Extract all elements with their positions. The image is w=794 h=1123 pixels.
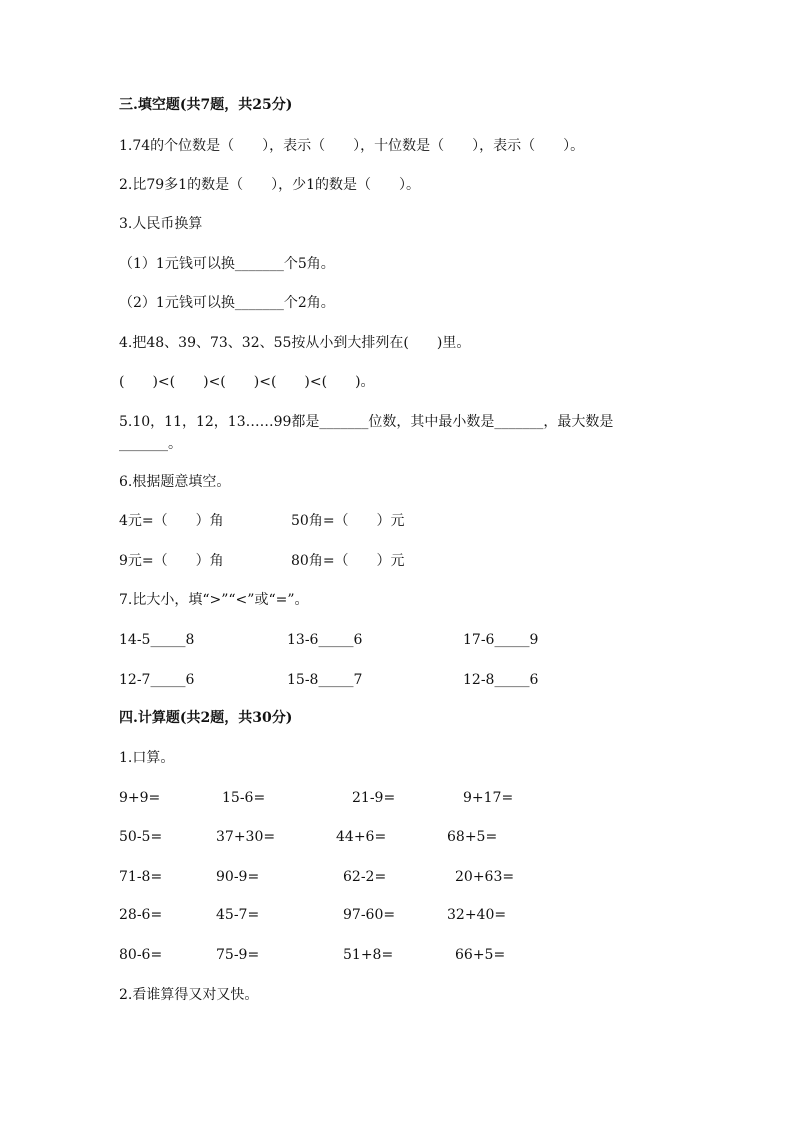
calc-item: 32+40= xyxy=(447,907,507,923)
calc-item: 90-9= xyxy=(216,869,260,885)
question-6-item: 4元=（ ）角 xyxy=(119,513,224,529)
calc-item: 71-8= xyxy=(119,869,163,885)
question-4-blanks: ( )<( )<( )<( )<( )。 xyxy=(119,374,375,390)
calc-item: 51+8= xyxy=(343,947,394,963)
calc-question-1: 1.口算。 xyxy=(119,750,175,766)
section3-title: 三.填空题(共7题，共25分) xyxy=(119,97,293,113)
calc-item: 9+9= xyxy=(119,790,161,806)
calc-item: 44+6= xyxy=(336,829,387,845)
calc-item: 20+63= xyxy=(455,869,515,885)
question-3-part-2: （2）1元钱可以换_______个2角。 xyxy=(119,295,335,311)
question-6-item: 9元=（ ）角 xyxy=(119,553,224,569)
calc-item: 45-7= xyxy=(216,907,260,923)
question-4: 4.把48、39、73、32、55按从小到大排列在( )里。 xyxy=(119,335,471,351)
calc-item: 68+5= xyxy=(447,829,498,845)
calc-question-2: 2.看谁算得又对又快。 xyxy=(119,987,259,1003)
calc-item: 80-6= xyxy=(119,947,163,963)
calc-item: 75-9= xyxy=(216,947,260,963)
calc-item: 97-60= xyxy=(343,907,396,923)
question-7-item: 15-8_____7 xyxy=(287,672,363,688)
question-7: 7.比大小，填“>”“<”或“=”。 xyxy=(119,592,309,608)
question-2: 2.比79多1的数是（ ），少1的数是（ ）。 xyxy=(119,177,420,193)
question-6-item: 80角=（ ）元 xyxy=(291,553,405,569)
calc-item: 28-6= xyxy=(119,907,163,923)
question-6: 6.根据题意填空。 xyxy=(119,474,231,490)
calc-item: 66+5= xyxy=(455,947,506,963)
question-7-item: 12-8_____6 xyxy=(463,672,539,688)
question-1: 1.74的个位数是（ ），表示（ ），十位数是（ ），表示（ ）。 xyxy=(119,138,585,154)
question-7-item: 12-7_____6 xyxy=(119,672,195,688)
question-3: 3.人民币换算 xyxy=(119,216,203,232)
question-5-line-2: _______。 xyxy=(119,436,182,452)
calc-item: 50-5= xyxy=(119,829,163,845)
calc-item: 9+17= xyxy=(463,790,514,806)
question-7-item: 14-5_____8 xyxy=(119,632,195,648)
question-5-line-1: 5.10，11，12，13……99都是_______位数，其中最小数是_______，最大数是 xyxy=(119,414,614,430)
calc-item: 21-9= xyxy=(352,790,396,806)
calc-item: 62-2= xyxy=(343,869,387,885)
question-6-item: 50角=（ ）元 xyxy=(291,513,405,529)
question-7-item: 13-6_____6 xyxy=(287,632,363,648)
section4-title: 四.计算题(共2题，共30分) xyxy=(119,710,293,726)
question-7-item: 17-6_____9 xyxy=(463,632,539,648)
calc-item: 15-6= xyxy=(222,790,266,806)
question-3-part-1: （1）1元钱可以换_______个5角。 xyxy=(119,256,335,272)
calc-item: 37+30= xyxy=(216,829,276,845)
